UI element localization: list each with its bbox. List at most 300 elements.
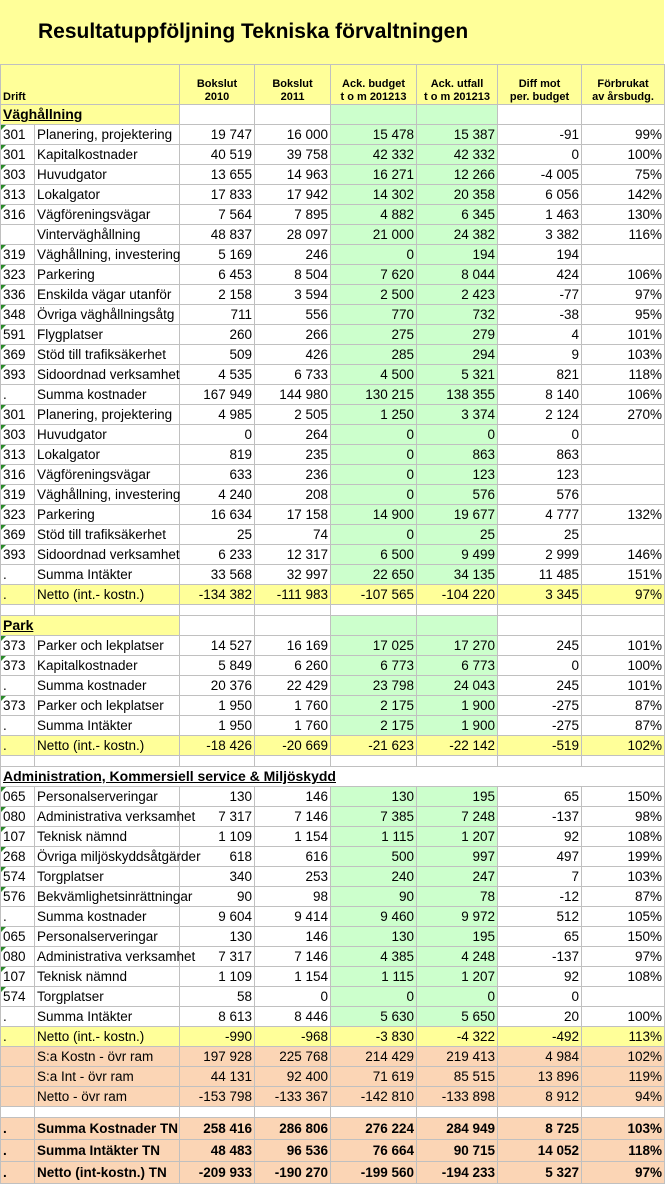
value-bokslut-2011: 22 429 [255, 676, 331, 696]
value-bokslut-2010: -18 426 [180, 736, 255, 756]
account-code: 373 [1, 636, 35, 656]
tot-row [1, 1140, 665, 1162]
spacer-cell [1, 1107, 35, 1118]
value-ack-utfall: 576 [417, 485, 498, 505]
section-title: Väghållning [1, 105, 180, 125]
spacer-row [1, 756, 665, 767]
account-code: 303 [1, 165, 35, 185]
value-bokslut-2011: 17 158 [255, 505, 331, 525]
value-ack-utfall: 294 [417, 345, 498, 365]
value-diff: 8 140 [498, 385, 582, 405]
summa-row [1, 385, 665, 405]
account-name: Summa Intäkter [35, 716, 180, 736]
account-code: 301 [1, 405, 35, 425]
value-diff: 8 912 [498, 1087, 582, 1107]
account-name: Torgplatser [35, 867, 180, 887]
account-name: Parker och lekplatser [35, 696, 180, 716]
account-name: Netto (int.- kostn.) [35, 585, 180, 605]
account-code: 319 [1, 485, 35, 505]
account-code: . [1, 676, 35, 696]
value-bokslut-2010: 48 483 [180, 1140, 255, 1162]
value-ack-budget: 6 500 [331, 545, 417, 565]
account-name: Summa kostnader [35, 676, 180, 696]
empty-cell [180, 616, 255, 636]
value-ack-budget: 0 [331, 445, 417, 465]
spacer-row [1, 605, 665, 616]
account-name: S:a Kostn - övr ram [35, 1047, 180, 1067]
empty-cell [417, 105, 498, 125]
value-ack-utfall: 219 413 [417, 1047, 498, 1067]
value-ack-utfall: 12 266 [417, 165, 498, 185]
table-row [1, 807, 665, 827]
value-bokslut-2011: 28 097 [255, 225, 331, 245]
value-ack-budget: 16 271 [331, 165, 417, 185]
account-code: . [1, 1007, 35, 1027]
value-diff: 65 [498, 927, 582, 947]
value-bokslut-2011: 8 446 [255, 1007, 331, 1027]
value-forbrukat: 87% [582, 887, 665, 907]
value-forbrukat: 103% [582, 345, 665, 365]
table-row [1, 445, 665, 465]
empty-cell [582, 105, 665, 125]
account-code: 373 [1, 656, 35, 676]
value-bokslut-2010: 819 [180, 445, 255, 465]
value-diff: 92 [498, 827, 582, 847]
value-forbrukat: 100% [582, 145, 665, 165]
value-forbrukat: 146% [582, 545, 665, 565]
account-name: Lokalgator [35, 185, 180, 205]
table-row [1, 465, 665, 485]
value-ack-utfall: 6 773 [417, 656, 498, 676]
value-forbrukat: 105% [582, 907, 665, 927]
value-forbrukat: 87% [582, 696, 665, 716]
value-ack-utfall: 123 [417, 465, 498, 485]
value-forbrukat: 101% [582, 676, 665, 696]
value-bokslut-2010: 197 928 [180, 1047, 255, 1067]
value-ack-utfall: 284 949 [417, 1118, 498, 1140]
value-diff: 13 896 [498, 1067, 582, 1087]
value-ack-utfall: 8 044 [417, 265, 498, 285]
value-ack-utfall: 6 345 [417, 205, 498, 225]
table-row [1, 696, 665, 716]
table-row [1, 636, 665, 656]
spacer-cell [331, 605, 417, 616]
value-ack-budget: 4 882 [331, 205, 417, 225]
value-bokslut-2010: 6 453 [180, 265, 255, 285]
spacer-cell [498, 756, 582, 767]
value-ack-budget: -142 810 [331, 1087, 417, 1107]
value-bokslut-2010: 1 109 [180, 827, 255, 847]
value-ack-utfall: 1 900 [417, 696, 498, 716]
value-diff: -137 [498, 807, 582, 827]
value-bokslut-2011: 7 895 [255, 205, 331, 225]
account-code: 574 [1, 987, 35, 1007]
value-ack-utfall: -133 898 [417, 1087, 498, 1107]
value-ack-utfall: 5 321 [417, 365, 498, 385]
value-bokslut-2010: 16 634 [180, 505, 255, 525]
table-row [1, 787, 665, 807]
value-bokslut-2010: 1 950 [180, 696, 255, 716]
value-bokslut-2011: -190 270 [255, 1162, 331, 1184]
value-ack-budget: 0 [331, 485, 417, 505]
value-ack-utfall: 1 207 [417, 827, 498, 847]
account-code: . [1, 585, 35, 605]
value-bokslut-2011: 96 536 [255, 1140, 331, 1162]
account-code: 065 [1, 787, 35, 807]
value-ack-utfall: 1 207 [417, 967, 498, 987]
table-row [1, 867, 665, 887]
value-bokslut-2011: 2 505 [255, 405, 331, 425]
account-name: Torgplatser [35, 987, 180, 1007]
value-forbrukat: 130% [582, 205, 665, 225]
netto-row [1, 585, 665, 605]
value-bokslut-2010: 509 [180, 345, 255, 365]
ovr-row [1, 1047, 665, 1067]
value-bokslut-2011: 286 806 [255, 1118, 331, 1140]
value-ack-budget: 22 650 [331, 565, 417, 585]
value-diff: 863 [498, 445, 582, 465]
result-table [0, 64, 665, 1184]
account-name: Kapitalkostnader [35, 145, 180, 165]
tot-row [1, 1162, 665, 1184]
value-forbrukat: 95% [582, 305, 665, 325]
account-code: 303 [1, 425, 35, 445]
value-bokslut-2011: -20 669 [255, 736, 331, 756]
value-bokslut-2010: 25 [180, 525, 255, 545]
value-forbrukat: 102% [582, 1047, 665, 1067]
value-forbrukat: 97% [582, 1162, 665, 1184]
account-code: 313 [1, 445, 35, 465]
spacer-cell [35, 756, 180, 767]
value-bokslut-2011: 1 154 [255, 827, 331, 847]
value-ack-utfall: 17 270 [417, 636, 498, 656]
account-name: Flygplatser [35, 325, 180, 345]
value-diff: 65 [498, 787, 582, 807]
value-ack-utfall: -22 142 [417, 736, 498, 756]
value-ack-budget: 42 332 [331, 145, 417, 165]
header-ack-budget: Ack. budget t o m 201213 [331, 65, 417, 105]
value-bokslut-2010: 258 416 [180, 1118, 255, 1140]
table-row [1, 987, 665, 1007]
account-code: . [1, 736, 35, 756]
table-row [1, 887, 665, 907]
account-code: 107 [1, 827, 35, 847]
value-diff: -137 [498, 947, 582, 967]
table-row [1, 967, 665, 987]
value-forbrukat: 106% [582, 265, 665, 285]
value-diff: 4 984 [498, 1047, 582, 1067]
value-bokslut-2011: 16 169 [255, 636, 331, 656]
value-ack-budget: 0 [331, 425, 417, 445]
account-name: Övriga väghållningsåtg [35, 305, 180, 325]
value-bokslut-2010: 44 131 [180, 1067, 255, 1087]
value-diff: 20 [498, 1007, 582, 1027]
table-row [1, 245, 665, 265]
value-diff: 11 485 [498, 565, 582, 585]
spacer-cell [180, 756, 255, 767]
value-ack-utfall: 3 374 [417, 405, 498, 425]
value-diff: 821 [498, 365, 582, 385]
value-diff: 8 725 [498, 1118, 582, 1140]
value-bokslut-2010: 5 849 [180, 656, 255, 676]
value-bokslut-2011: 14 963 [255, 165, 331, 185]
value-ack-utfall: 24 043 [417, 676, 498, 696]
value-bokslut-2011: 246 [255, 245, 331, 265]
value-bokslut-2011: 74 [255, 525, 331, 545]
spacer-cell [255, 1107, 331, 1118]
spacer-cell [331, 756, 417, 767]
value-forbrukat: 118% [582, 365, 665, 385]
spacer-cell [180, 1107, 255, 1118]
account-code: 080 [1, 947, 35, 967]
account-name: Vägföreningsvägar [35, 205, 180, 225]
value-diff: 1 463 [498, 205, 582, 225]
value-ack-budget: -107 565 [331, 585, 417, 605]
empty-cell [582, 616, 665, 636]
value-bokslut-2010: 6 233 [180, 545, 255, 565]
table-row [1, 525, 665, 545]
header-ack-utfall: Ack. utfall t o m 201213 [417, 65, 498, 105]
value-bokslut-2010: 167 949 [180, 385, 255, 405]
value-bokslut-2011: 146 [255, 927, 331, 947]
value-bokslut-2010: 0 [180, 425, 255, 445]
value-bokslut-2011: 98 [255, 887, 331, 907]
value-ack-budget: 0 [331, 245, 417, 265]
account-name: Väghållning, investering [35, 245, 180, 265]
empty-cell [331, 616, 417, 636]
account-code: . [1, 1027, 35, 1047]
value-forbrukat: 106% [582, 385, 665, 405]
empty-cell [255, 616, 331, 636]
value-diff: -4 005 [498, 165, 582, 185]
account-name: Netto - övr ram [35, 1087, 180, 1107]
value-bokslut-2010: 4 240 [180, 485, 255, 505]
spacer-cell [498, 1107, 582, 1118]
value-forbrukat: 119% [582, 1067, 665, 1087]
table-row [1, 947, 665, 967]
value-ack-budget: 276 224 [331, 1118, 417, 1140]
value-bokslut-2011: 6 260 [255, 656, 331, 676]
value-forbrukat: 102% [582, 736, 665, 756]
value-forbrukat: 101% [582, 636, 665, 656]
account-name: Netto (int.- kostn.) [35, 736, 180, 756]
value-diff: 25 [498, 525, 582, 545]
value-ack-budget: 9 460 [331, 907, 417, 927]
value-bokslut-2011: 0 [255, 987, 331, 1007]
value-bokslut-2010: 340 [180, 867, 255, 887]
value-forbrukat: 151% [582, 565, 665, 585]
account-code: 373 [1, 696, 35, 716]
value-ack-utfall: 4 248 [417, 947, 498, 967]
value-bokslut-2010: 58 [180, 987, 255, 1007]
value-bokslut-2011: 144 980 [255, 385, 331, 405]
account-code [1, 1047, 35, 1067]
value-ack-budget: 1 250 [331, 405, 417, 425]
table-row [1, 165, 665, 185]
value-bokslut-2010: 1 950 [180, 716, 255, 736]
value-ack-utfall: 2 423 [417, 285, 498, 305]
value-forbrukat: 118% [582, 1140, 665, 1162]
value-ack-budget: 770 [331, 305, 417, 325]
value-bokslut-2010: 14 527 [180, 636, 255, 656]
value-forbrukat: 150% [582, 927, 665, 947]
account-name: Bekvämlighetsinrättningar [35, 887, 180, 907]
value-forbrukat: 97% [582, 947, 665, 967]
value-ack-budget: -3 830 [331, 1027, 417, 1047]
spacer-cell [180, 605, 255, 616]
value-bokslut-2011: 92 400 [255, 1067, 331, 1087]
value-bokslut-2010: 1 109 [180, 967, 255, 987]
value-ack-utfall: 997 [417, 847, 498, 867]
account-name: Parker och lekplatser [35, 636, 180, 656]
value-forbrukat: 94% [582, 1087, 665, 1107]
account-code: 301 [1, 125, 35, 145]
value-bokslut-2011: 146 [255, 787, 331, 807]
ovr-row [1, 1087, 665, 1107]
table-row [1, 225, 665, 245]
account-name: Teknisk nämnd [35, 827, 180, 847]
header-bokslut-2010: Bokslut 2010 [180, 65, 255, 105]
spacer-cell [417, 605, 498, 616]
section-title: Park [1, 616, 180, 636]
title-band [0, 0, 664, 65]
account-code: 576 [1, 887, 35, 907]
value-ack-budget: 17 025 [331, 636, 417, 656]
value-ack-utfall: 0 [417, 425, 498, 445]
value-ack-utfall: 247 [417, 867, 498, 887]
value-ack-budget: 130 [331, 787, 417, 807]
account-name: Lokalgator [35, 445, 180, 465]
value-ack-utfall: 42 332 [417, 145, 498, 165]
table-row [1, 927, 665, 947]
header-diff: Diff mot per. budget [498, 65, 582, 105]
account-code: . [1, 1140, 35, 1162]
value-ack-budget: 2 175 [331, 696, 417, 716]
value-ack-utfall: 19 677 [417, 505, 498, 525]
account-name: Stöd till trafiksäkerhet [35, 525, 180, 545]
value-ack-budget: 275 [331, 325, 417, 345]
table-row [1, 325, 665, 345]
value-diff: 194 [498, 245, 582, 265]
account-code: 316 [1, 465, 35, 485]
value-diff: -275 [498, 696, 582, 716]
value-bokslut-2011: 17 942 [255, 185, 331, 205]
value-forbrukat: 113% [582, 1027, 665, 1047]
value-diff: 0 [498, 145, 582, 165]
value-ack-utfall: 863 [417, 445, 498, 465]
value-bokslut-2011: -133 367 [255, 1087, 331, 1107]
value-ack-budget: 21 000 [331, 225, 417, 245]
value-ack-budget: 0 [331, 465, 417, 485]
value-diff: -492 [498, 1027, 582, 1047]
value-ack-utfall: -194 233 [417, 1162, 498, 1184]
account-code: 323 [1, 265, 35, 285]
table-row [1, 847, 665, 867]
value-ack-utfall: 7 248 [417, 807, 498, 827]
account-code: 268 [1, 847, 35, 867]
account-name: Vinterväghållning [35, 225, 180, 245]
account-name: Summa kostnader [35, 385, 180, 405]
account-code: 369 [1, 345, 35, 365]
value-ack-utfall: 0 [417, 987, 498, 1007]
account-code: . [1, 907, 35, 927]
spacer-cell [1, 756, 35, 767]
value-bokslut-2010: -209 933 [180, 1162, 255, 1184]
value-bokslut-2010: 20 376 [180, 676, 255, 696]
value-bokslut-2011: 6 733 [255, 365, 331, 385]
table-row [1, 545, 665, 565]
tot-row [1, 1118, 665, 1140]
value-ack-budget: 4 500 [331, 365, 417, 385]
value-bokslut-2011: 225 768 [255, 1047, 331, 1067]
account-name: Administrativa verksamhet [35, 947, 180, 967]
value-ack-utfall: 195 [417, 927, 498, 947]
value-bokslut-2010: -153 798 [180, 1087, 255, 1107]
value-forbrukat: 103% [582, 1118, 665, 1140]
account-code [1, 1087, 35, 1107]
value-bokslut-2010: 633 [180, 465, 255, 485]
value-forbrukat [582, 245, 665, 265]
value-bokslut-2011: 1 760 [255, 716, 331, 736]
value-bokslut-2011: 236 [255, 465, 331, 485]
value-diff: -77 [498, 285, 582, 305]
value-bokslut-2010: 90 [180, 887, 255, 907]
account-name: Huvudgator [35, 425, 180, 445]
value-bokslut-2011: 3 594 [255, 285, 331, 305]
header-row [1, 65, 665, 105]
value-ack-utfall: 138 355 [417, 385, 498, 405]
account-code: 107 [1, 967, 35, 987]
spacer-cell [1, 605, 35, 616]
value-bokslut-2010: 5 169 [180, 245, 255, 265]
account-code: . [1, 385, 35, 405]
account-name: Sidoordnad verksamhet [35, 545, 180, 565]
account-name: Administrativa verksamhet [35, 807, 180, 827]
account-code: 393 [1, 365, 35, 385]
value-ack-utfall: 78 [417, 887, 498, 907]
value-bokslut-2010: 19 747 [180, 125, 255, 145]
value-diff: 512 [498, 907, 582, 927]
value-bokslut-2010: 130 [180, 927, 255, 947]
table-row [1, 425, 665, 445]
value-diff: 9 [498, 345, 582, 365]
value-bokslut-2011: 39 758 [255, 145, 331, 165]
account-name: Vägföreningsvägar [35, 465, 180, 485]
value-ack-budget: 0 [331, 525, 417, 545]
value-diff: 7 [498, 867, 582, 887]
value-bokslut-2011: 12 317 [255, 545, 331, 565]
table-row [1, 656, 665, 676]
value-diff: 0 [498, 425, 582, 445]
value-bokslut-2010: 48 837 [180, 225, 255, 245]
value-ack-utfall: 85 515 [417, 1067, 498, 1087]
value-bokslut-2011: 1 154 [255, 967, 331, 987]
spacer-cell [582, 756, 665, 767]
value-forbrukat [582, 445, 665, 465]
value-ack-utfall: 24 382 [417, 225, 498, 245]
value-bokslut-2011: 264 [255, 425, 331, 445]
account-name: Teknisk nämnd [35, 967, 180, 987]
value-ack-budget: 240 [331, 867, 417, 887]
value-bokslut-2010: 13 655 [180, 165, 255, 185]
table-row [1, 405, 665, 425]
value-diff: 14 052 [498, 1140, 582, 1162]
account-code: 393 [1, 545, 35, 565]
value-forbrukat: 132% [582, 505, 665, 525]
value-ack-budget: 130 [331, 927, 417, 947]
value-diff: 123 [498, 465, 582, 485]
empty-cell [498, 105, 582, 125]
